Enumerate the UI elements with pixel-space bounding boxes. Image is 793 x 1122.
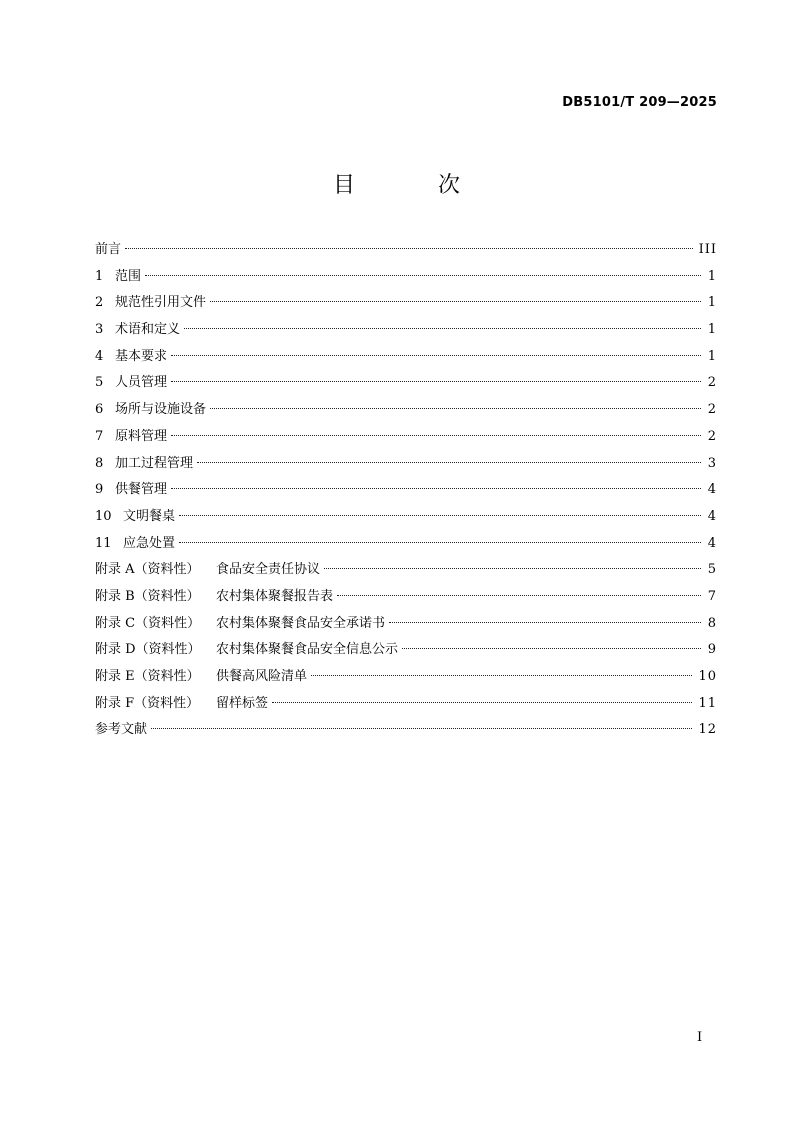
toc-entry-number: 8 <box>95 455 104 471</box>
toc-entry[interactable] <box>95 587 717 614</box>
toc-entry-number: 7 <box>95 428 104 444</box>
toc-dot-leader <box>171 434 701 436</box>
toc-dot-leader <box>171 380 701 382</box>
toc-entry[interactable] <box>95 560 717 587</box>
toc-entry-page: III <box>698 242 717 257</box>
toc-entry[interactable] <box>95 267 717 294</box>
toc-entry-number: 5 <box>95 375 104 391</box>
toc-entry-title: 供餐高风险清单 <box>216 669 308 684</box>
toc-entry-number: 3 <box>95 322 104 338</box>
toc-entry-page: 8 <box>707 615 717 631</box>
toc-dot-leader <box>151 727 692 729</box>
toc-dot-leader <box>402 647 701 649</box>
toc-entry-number: 1 <box>95 268 104 284</box>
toc-dot-leader <box>272 701 692 703</box>
toc-entry-title: 文明餐桌 <box>123 508 176 524</box>
toc-dot-leader <box>184 327 701 329</box>
toc-entry-title: 原料管理 <box>115 428 168 444</box>
toc-entry[interactable] <box>95 320 717 347</box>
toc-entry-page: 2 <box>707 375 717 391</box>
toc-entry-number: 2 <box>95 295 104 311</box>
toc-dot-leader <box>210 300 701 302</box>
toc-entry-page: 1 <box>707 322 717 338</box>
toc-entry-title: 前言 <box>95 242 122 257</box>
toc-entry-annex: 附录 C（资料性） <box>95 615 201 631</box>
toc-entry-title: 留样标签 <box>216 695 269 711</box>
toc-dot-leader <box>210 407 701 409</box>
toc-entry-title: 人员管理 <box>115 375 168 391</box>
toc-entry-page: 1 <box>707 268 717 284</box>
toc-entry-title: 场所与设施设备 <box>115 402 207 418</box>
toc-entry-number: 6 <box>95 402 104 418</box>
toc-entry-page: 9 <box>707 642 717 658</box>
toc-entry[interactable] <box>95 507 717 534</box>
toc-entry[interactable] <box>95 667 717 694</box>
toc-entry[interactable] <box>95 427 717 454</box>
toc-entry[interactable] <box>95 293 717 320</box>
toc-dot-leader <box>337 594 701 596</box>
page-title: 目 次 <box>333 173 498 198</box>
toc-entry[interactable] <box>95 480 717 507</box>
toc-entry-page: 2 <box>707 428 717 444</box>
toc-dot-leader <box>171 354 701 356</box>
toc-entry[interactable] <box>95 400 717 427</box>
toc-entry-page: 2 <box>707 402 717 418</box>
document-number: DB5101/T 209—2025 <box>562 95 717 110</box>
toc-entry-title: 食品安全责任协议 <box>216 562 321 578</box>
toc-entry[interactable] <box>95 640 717 667</box>
toc-entry-page: 5 <box>707 562 717 578</box>
toc-entry-title: 范围 <box>115 268 142 284</box>
toc-dot-leader <box>125 247 693 249</box>
toc-entry-page: 10 <box>698 669 717 684</box>
table-of-contents <box>95 240 717 747</box>
toc-entry[interactable] <box>95 694 717 721</box>
toc-entry-title: 农村集体聚餐报告表 <box>216 588 334 604</box>
toc-entry-number: 4 <box>95 348 104 364</box>
toc-entry-page: 3 <box>707 455 717 471</box>
toc-entry-number: 10 <box>95 508 112 524</box>
toc-entry-annex: 附录 F（资料性） <box>95 695 200 711</box>
toc-dot-leader <box>197 461 701 463</box>
toc-entry-number: 9 <box>95 482 104 498</box>
toc-entry-annex: 附录 D（资料性） <box>95 642 201 658</box>
toc-dot-leader <box>179 541 701 543</box>
toc-entry-title: 基本要求 <box>115 348 168 364</box>
toc-entry-page: 4 <box>707 535 717 551</box>
toc-entry-annex: 附录 B（资料性） <box>95 588 200 604</box>
toc-entry-title: 参考文献 <box>95 722 148 738</box>
toc-dot-leader <box>311 674 692 676</box>
toc-entry[interactable] <box>95 240 717 267</box>
toc-entry-annex: 附录 E（资料性） <box>95 669 200 684</box>
toc-entry-title: 规范性引用文件 <box>115 295 207 311</box>
toc-dot-leader <box>145 274 701 276</box>
toc-entry-title: 术语和定义 <box>115 322 181 338</box>
toc-entry-title: 加工过程管理 <box>115 455 194 471</box>
toc-entry-title: 农村集体聚餐食品安全承诺书 <box>216 615 386 631</box>
toc-entry[interactable] <box>95 347 717 374</box>
toc-dot-leader <box>179 514 701 516</box>
toc-dot-leader <box>389 621 701 623</box>
toc-entry-page: 12 <box>698 722 717 738</box>
toc-entry-title: 农村集体聚餐食品安全信息公示 <box>216 642 399 658</box>
toc-entry[interactable] <box>95 614 717 641</box>
page-number: I <box>697 1030 703 1045</box>
toc-entry-page: 7 <box>707 588 717 604</box>
toc-entry-number: 11 <box>95 535 112 551</box>
toc-entry-page: 4 <box>707 508 717 524</box>
toc-entry-page: 1 <box>707 348 717 364</box>
toc-entry-annex: 附录 A（资料性） <box>95 562 200 578</box>
toc-entry[interactable] <box>95 373 717 400</box>
toc-entry[interactable] <box>95 534 717 561</box>
toc-dot-leader <box>324 567 701 569</box>
toc-entry[interactable] <box>95 720 717 747</box>
toc-entry-page: 1 <box>707 295 717 311</box>
toc-dot-leader <box>171 487 701 489</box>
toc-entry-page: 11 <box>698 695 717 711</box>
toc-entry[interactable] <box>95 454 717 481</box>
toc-entry-title: 供餐管理 <box>115 482 168 498</box>
toc-entry-page: 4 <box>707 482 717 498</box>
toc-entry-title: 应急处置 <box>123 535 176 551</box>
